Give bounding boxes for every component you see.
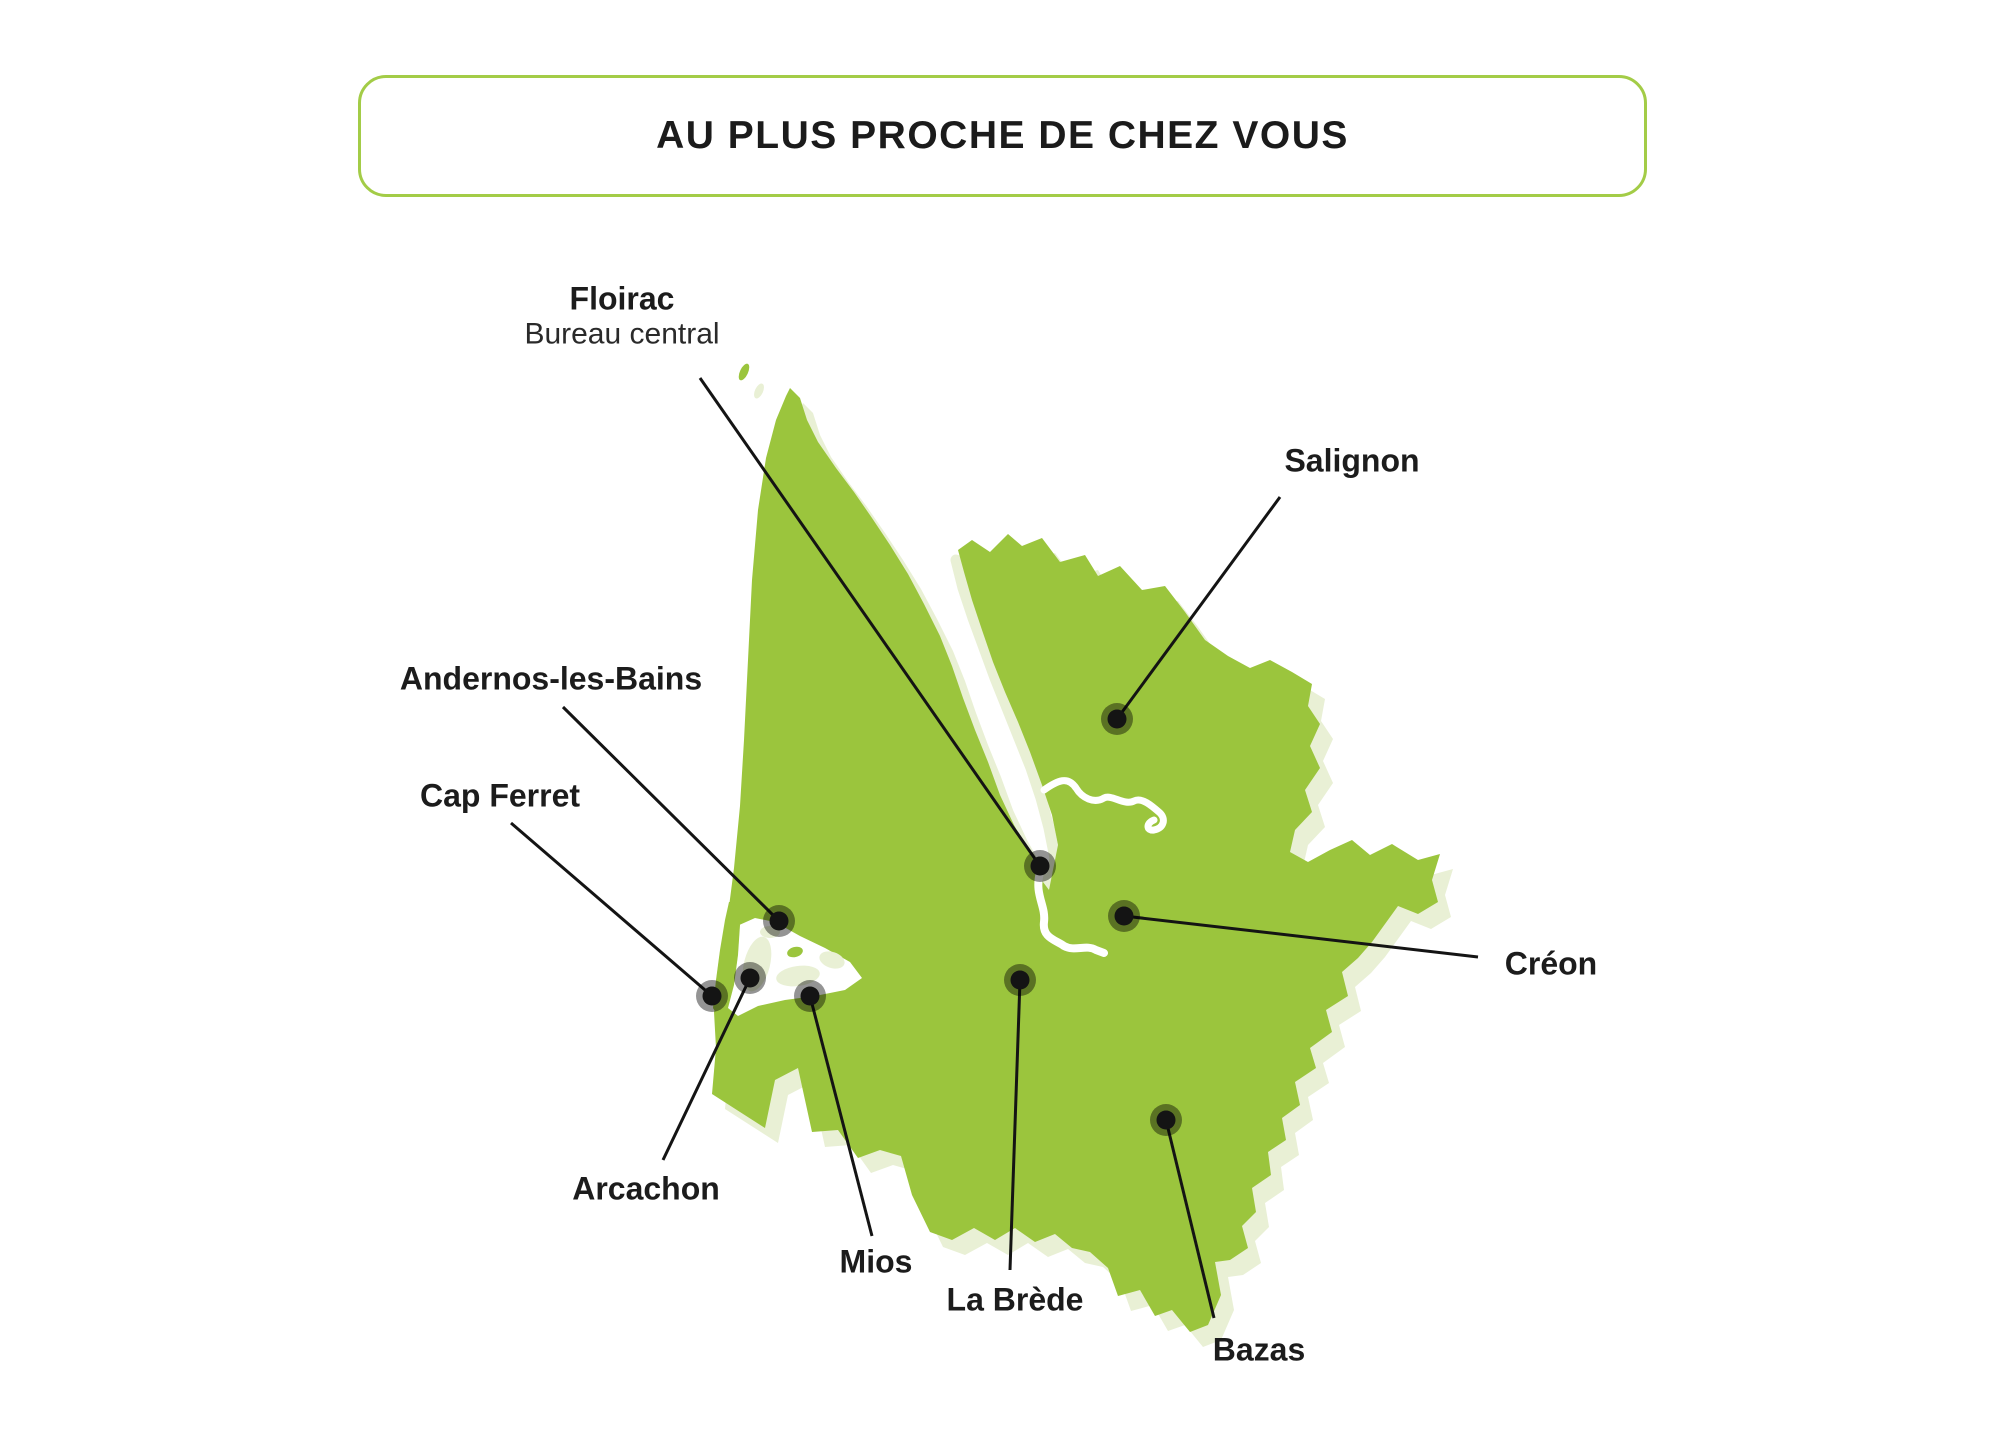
city-name: Bazas: [1212, 1331, 1306, 1368]
islet-speck-pale: [752, 382, 766, 400]
label-salignon: [1284, 443, 1419, 480]
city-name: Floirac: [569, 280, 675, 317]
label-andernos: [400, 661, 702, 698]
islet-speck-green: [737, 362, 752, 382]
city-name: Créon: [1504, 945, 1598, 982]
marker-dot-salignon: [1108, 710, 1127, 729]
marker-dot-arcachon: [741, 969, 760, 988]
marker-dot-cap-ferret: [703, 987, 722, 1006]
label-mios: [840, 1244, 913, 1281]
city-name: Salignon: [1284, 442, 1420, 479]
city-name: Andernos-les-Bains: [399, 660, 703, 697]
city-name: Cap Ferret: [419, 777, 581, 814]
marker-dot-bazas: [1157, 1111, 1176, 1130]
marker-dot-creon: [1115, 907, 1134, 926]
marker-dot-la-brede: [1011, 971, 1030, 990]
city-name: Arcachon: [572, 1170, 720, 1207]
marker-dot-floirac: [1031, 857, 1050, 876]
marker-dot-andernos: [770, 912, 789, 931]
city-name: Mios: [839, 1243, 913, 1280]
label-cap-ferret: [420, 778, 580, 815]
leader-line-cap-ferret: [511, 823, 712, 996]
label-arcachon: [572, 1171, 720, 1208]
label-floirac: [524, 280, 719, 351]
label-la-brede: [947, 1282, 1084, 1319]
marker-dot-mios: [801, 987, 820, 1006]
city-subtitle: Bureau central: [524, 317, 720, 351]
page-title: AU PLUS PROCHE DE CHEZ VOUS: [656, 114, 1349, 157]
city-name: La Brède: [946, 1281, 1084, 1318]
label-bazas: [1213, 1332, 1306, 1369]
label-creon: [1505, 946, 1597, 983]
map-landmass: [712, 388, 1440, 1332]
